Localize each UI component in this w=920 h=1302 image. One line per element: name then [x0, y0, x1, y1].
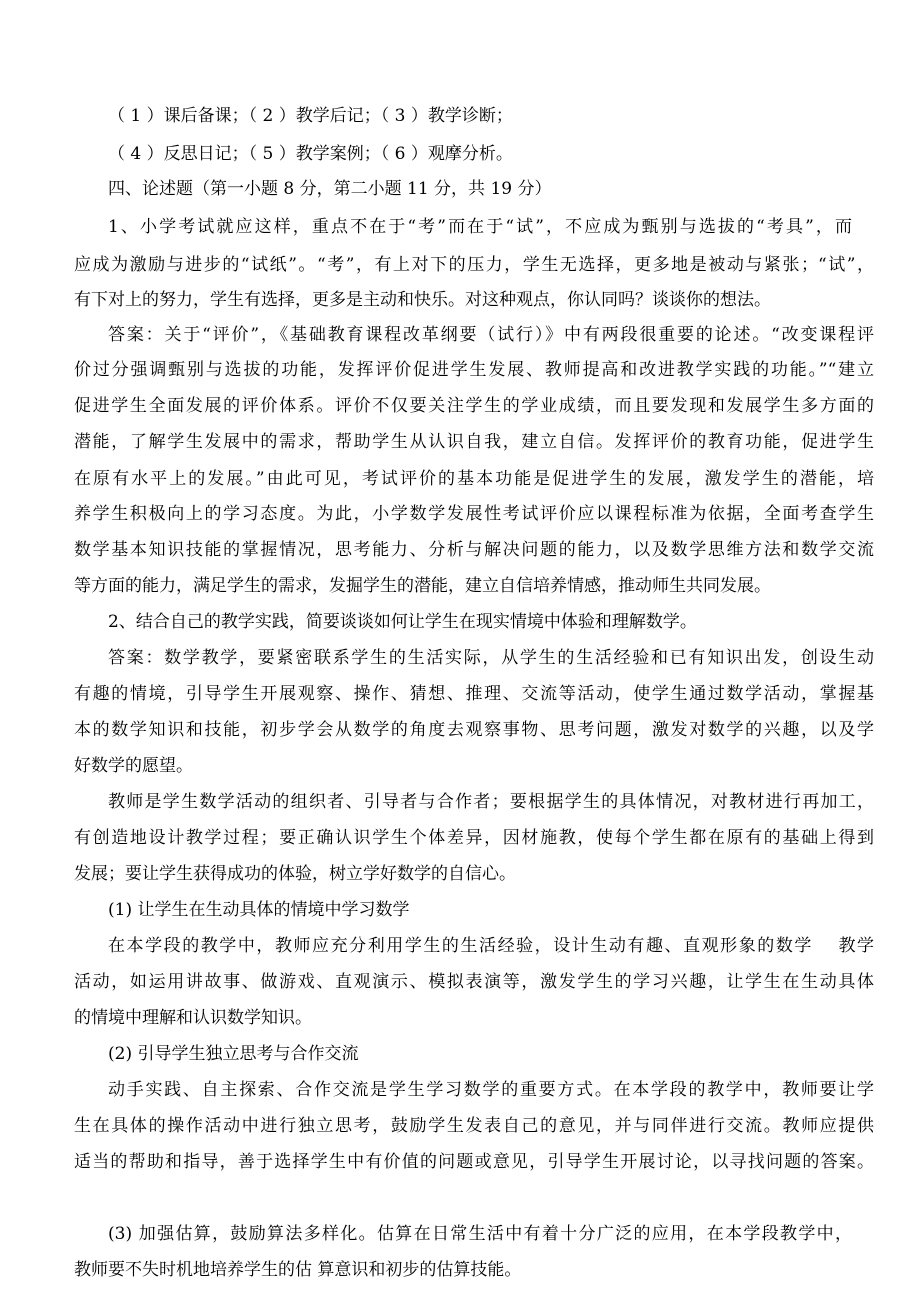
- list-line: （ 4 ）反思日记；（ 5 ）教学案例；（ 6 ）观摩分析。: [108, 144, 513, 164]
- section-heading: 四、论述题（第一小题 8 分，第二小题 11 分，共 19 分）: [108, 179, 552, 199]
- answer-1-line: 数学基本知识技能的掌握情况，思考能力、分析与解决问题的能力，以及数学思维方法和数学交流: [74, 540, 874, 560]
- point-2-line: 生在具体的操作活动中进行独立思考，鼓励学生发表自己的意见，并与同伴进行交流。教师应提供: [74, 1116, 874, 1136]
- answer-1-line: 在原有水平上的发展。”由此可见，考试评价的基本功能是促进学生的发展，激发学生的潜能，培: [74, 469, 874, 489]
- question-1-line: 1、小学考试就应这样，重点不在于“考”而在于“试”，不应成为甄别与选拔的“考具”，而: [108, 217, 852, 237]
- point-1-line: 活动，如运用讲故事、做游戏、直观演示、模拟表演等，激发学生的学习兴趣，让学生在生动具体: [74, 972, 874, 992]
- point-1-heading: (1) 让学生在生动具体的情境中学习数学: [108, 900, 410, 920]
- answer-2-line: 本的数学知识和技能，初步学会从数学的角度去观察事物、思考问题，激发对数学的兴趣，以及学: [74, 720, 874, 740]
- teacher-role-line: 发展；要让学生获得成功的体验，树立学好数学的自信心。: [74, 864, 516, 884]
- answer-1-line: 价过分强调甄别与选拔的功能，发挥评价促进学生发展、教师提高和改进教学实践的功能。”“建立: [74, 360, 874, 380]
- answer-1-line: 促进学生全面发展的评价体系。评价不仅要关注学生的学业成绩，而且要发现和发展学生多方面的: [74, 396, 874, 416]
- point-1-line: 的情境中理解和认识数学知识。: [74, 1008, 312, 1028]
- answer-2-line: 有趣的情境，引导学生开展观察、操作、猜想、推理、交流等活动，使学生通过数学活动，掌握基: [74, 684, 874, 704]
- point-3-line: (3) 加强估算，鼓励算法多样化。估算在日常生活中有着十分广泛的应用，在本学段教学中，: [108, 1224, 852, 1244]
- answer-1-line: 潜能，了解学生发展中的需求，帮助学生从认识自我，建立自信。发挥评价的教育功能，促进学生: [74, 432, 874, 452]
- teacher-role-line: 教师是学生数学活动的组织者、引导者与合作者；要根据学生的具体情况，对教材进行再加工，: [108, 792, 874, 812]
- answer-2-line: 答案：数学教学，要紧密联系学生的生活实际，从学生的生活经验和已有知识出发，创设生动: [108, 648, 874, 668]
- question-1-line: 应成为激励与进步的“试纸”。“考”，有上对下的压力，学生无选择，更多地是被动与紧张；“试”，: [74, 255, 874, 275]
- teacher-role-line: 有创造地设计教学过程；要正确认识学生个体差异，因材施教，使每个学生都在原有的基础上得到: [74, 828, 874, 848]
- point-2-line: 动手实践、自主探索、合作交流是学生学习数学的重要方式。在本学段的教学中，教师要让学: [108, 1080, 874, 1100]
- answer-1-line: 答案：关于“评价”，《基础教育课程改革纲要（试行）》中有两段很重要的论述。“改变课程评: [108, 325, 874, 345]
- question-2: 2、结合自己的教学实践，简要谈谈如何让学生在现实情境中体验和理解数学。: [108, 612, 697, 632]
- question-1-line: 有下对上的努力，学生有选择，更多是主动和快乐。对这种观点，你认同吗？谈谈你的想法。: [74, 290, 771, 310]
- point-3-line: 教师要不失时机地培养学生的估 算意识和初步的估算技能。: [74, 1260, 522, 1280]
- answer-1-line: 等方面的能力，满足学生的需求，发掘学生的潜能，建立自信培养情感，推动师生共同发展。: [74, 576, 771, 596]
- list-line: （ 1 ）课后备课；（ 2 ）教学后记；（ 3 ）教学诊断；: [108, 106, 513, 126]
- point-2-line: 适当的帮助和指导，善于选择学生中有价值的问题或意见，引导学生开展讨论，以寻找问题的答案。: [74, 1152, 874, 1172]
- answer-1-line: 养学生积极向上的学习态度。为此，小学数学发展性考试评价应以课程标准为依据，全面考查学生: [74, 504, 874, 524]
- answer-2-line: 好数学的愿望。: [74, 756, 193, 776]
- point-2-heading: (2) 引导学生独立思考与合作交流: [108, 1044, 359, 1064]
- point-1-line: 在本学段的教学中，教师应充分利用学生的生活经验，设计生动有趣、直观形象的数学 教学: [108, 936, 874, 956]
